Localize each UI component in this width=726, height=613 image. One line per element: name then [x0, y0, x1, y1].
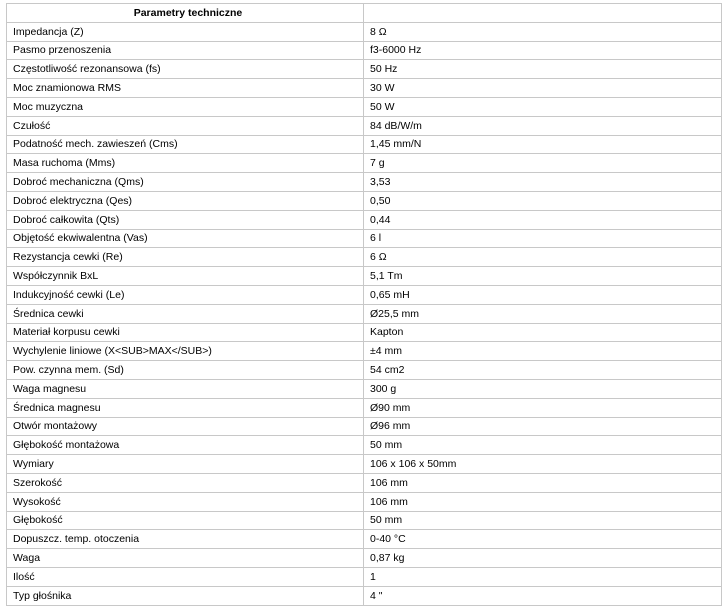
param-value: 1	[364, 567, 722, 586]
param-value: 54 cm2	[364, 361, 722, 380]
param-label: Współczynnik BxL	[7, 267, 364, 286]
table-row	[7, 304, 722, 323]
table-row	[7, 455, 722, 474]
param-label: Rezystancja cewki (Re)	[7, 248, 364, 267]
param-value: 106 x 106 x 50mm	[364, 455, 722, 474]
table-row	[7, 229, 722, 248]
param-label: Dobroć mechaniczna (Qms)	[7, 173, 364, 192]
table-header-title: Parametry techniczne	[7, 4, 364, 23]
param-label: Dopuszcz. temp. otoczenia	[7, 530, 364, 549]
param-label: Moc znamionowa RMS	[7, 79, 364, 98]
param-value: Kapton	[364, 323, 722, 342]
param-label: Wysokość	[7, 492, 364, 511]
table-row	[7, 267, 722, 286]
param-value: 0,44	[364, 210, 722, 229]
table-row	[7, 116, 722, 135]
param-label: Pasmo przenoszenia	[7, 41, 364, 60]
param-label: Głębokość montażowa	[7, 436, 364, 455]
table-row	[7, 530, 722, 549]
param-label: Podatność mech. zawieszeń (Cms)	[7, 135, 364, 154]
param-value: 106 mm	[364, 473, 722, 492]
param-value: ±4 mm	[364, 342, 722, 361]
param-label: Indukcyjność cewki (Le)	[7, 285, 364, 304]
param-value: 50 mm	[364, 436, 722, 455]
param-value: 1,45 mm/N	[364, 135, 722, 154]
table-row	[7, 361, 722, 380]
table-row	[7, 79, 722, 98]
param-label: Pow. czynna mem. (Sd)	[7, 361, 364, 380]
table-row	[7, 492, 722, 511]
param-value: 5,1 Tm	[364, 267, 722, 286]
param-label: Typ głośnika	[7, 586, 364, 605]
param-value: 0,50	[364, 191, 722, 210]
table-header-empty	[364, 4, 722, 23]
param-value: 50 Hz	[364, 60, 722, 79]
table-row	[7, 22, 722, 41]
table-row	[7, 379, 722, 398]
param-label: Głębokość	[7, 511, 364, 530]
table-row	[7, 173, 722, 192]
table-row	[7, 567, 722, 586]
param-label: Szerokość	[7, 473, 364, 492]
param-value: 0,87 kg	[364, 549, 722, 568]
param-value: f3-6000 Hz	[364, 41, 722, 60]
table-row	[7, 417, 722, 436]
param-value: 8 Ω	[364, 22, 722, 41]
param-value: Ø90 mm	[364, 398, 722, 417]
param-value: 106 mm	[364, 492, 722, 511]
param-label: Materiał korpusu cewki	[7, 323, 364, 342]
param-label: Ilość	[7, 567, 364, 586]
param-value: 6 l	[364, 229, 722, 248]
table-row	[7, 549, 722, 568]
param-value: 50 mm	[364, 511, 722, 530]
table-row	[7, 511, 722, 530]
param-value: 7 g	[364, 154, 722, 173]
spec-table	[6, 3, 722, 606]
table-row	[7, 248, 722, 267]
param-label: Częstotliwość rezonansowa (fs)	[7, 60, 364, 79]
param-value: 4 "	[364, 586, 722, 605]
param-label: Waga magnesu	[7, 379, 364, 398]
table-row	[7, 285, 722, 304]
table-row	[7, 135, 722, 154]
param-value: 50 W	[364, 97, 722, 116]
table-row	[7, 154, 722, 173]
param-value: 30 W	[364, 79, 722, 98]
table-row	[7, 97, 722, 116]
param-label: Impedancja (Z)	[7, 22, 364, 41]
param-label: Moc muzyczna	[7, 97, 364, 116]
table-row	[7, 60, 722, 79]
param-label: Dobroć elektryczna (Qes)	[7, 191, 364, 210]
param-label: Wychylenie liniowe (X<SUB>MAX</SUB>)	[7, 342, 364, 361]
param-label: Masa ruchoma (Mms)	[7, 154, 364, 173]
param-label: Otwór montażowy	[7, 417, 364, 436]
param-label: Średnica cewki	[7, 304, 364, 323]
param-value: 84 dB/W/m	[364, 116, 722, 135]
param-label: Czułość	[7, 116, 364, 135]
param-value: 0,65 mH	[364, 285, 722, 304]
param-value: 3,53	[364, 173, 722, 192]
table-row	[7, 342, 722, 361]
param-value: 300 g	[364, 379, 722, 398]
param-label: Objętość ekwiwalentna (Vas)	[7, 229, 364, 248]
table-row	[7, 41, 722, 60]
param-value: Ø96 mm	[364, 417, 722, 436]
param-value: 6 Ω	[364, 248, 722, 267]
table-row	[7, 210, 722, 229]
param-label: Wymiary	[7, 455, 364, 474]
table-row	[7, 473, 722, 492]
table-header-row	[7, 4, 722, 23]
table-row	[7, 191, 722, 210]
table-row	[7, 586, 722, 605]
table-row	[7, 398, 722, 417]
table-row	[7, 323, 722, 342]
table-row	[7, 436, 722, 455]
table-body	[7, 22, 722, 605]
param-label: Waga	[7, 549, 364, 568]
param-label: Dobroć całkowita (Qts)	[7, 210, 364, 229]
param-value: 0-40 °C	[364, 530, 722, 549]
param-value: Ø25,5 mm	[364, 304, 722, 323]
param-label: Średnica magnesu	[7, 398, 364, 417]
